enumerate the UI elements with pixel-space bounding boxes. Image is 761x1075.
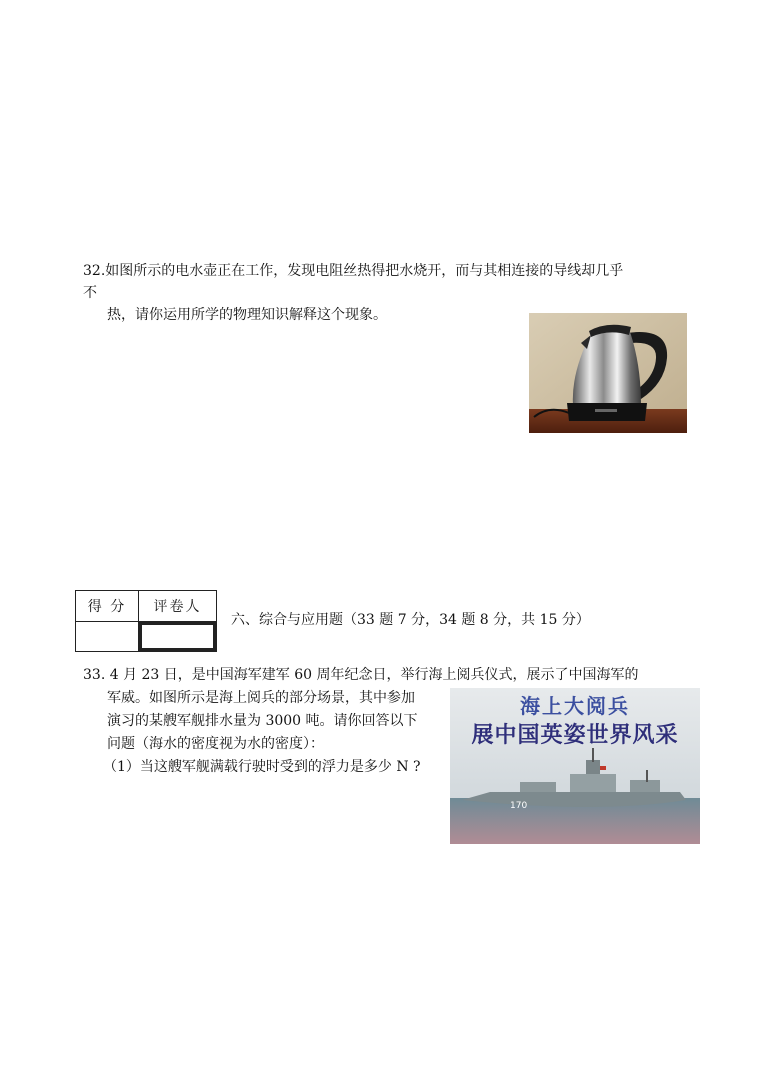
q33-text-line1: 33. 4 月 23 日，是中国海军建军 60 周年纪念日，举行海上阅兵仪式，展示了中国海军的 [83,667,639,683]
q33-text-line4: 问题（海水的密度视为水的密度）： [107,736,324,752]
hull-number: 170 [510,801,528,811]
q32-text-line2: 不 [83,285,97,301]
banner-subheadline: 展中国英姿世界风采 [471,723,679,748]
q32-text-line3: 热，请你运用所学的物理知识解释这个现象。 [107,307,387,323]
score-input-cell[interactable] [76,622,139,651]
grader-label: 评卷人 [139,591,216,622]
section-6-title: 六、综合与应用题（33 题 7 分，34 题 8 分，共 15 分） [231,612,590,628]
electric-kettle-photo [529,313,687,433]
score-table [75,590,217,652]
banner-headline: 海上大阅兵 [520,694,630,718]
q33-subquestion-1: （1）当这艘军舰满载行驶时受到的浮力是多少 N ? [103,759,421,775]
score-label: 得 分 [76,591,139,622]
grader-input-cell[interactable] [139,622,216,651]
q33-text-line2: 军威。如图所示是海上阅兵的部分场景，其中参加 [107,690,415,706]
q32-text-line1: 32.如图所示的电水壶正在工作，发现电阻丝热得把水烧开，而与其相连接的导线却几乎 [83,263,624,279]
q33-text-line3: 演习的某艘军舰排水量为 3000 吨。请你回答以下 [107,713,418,729]
naval-parade-photo [450,688,700,844]
